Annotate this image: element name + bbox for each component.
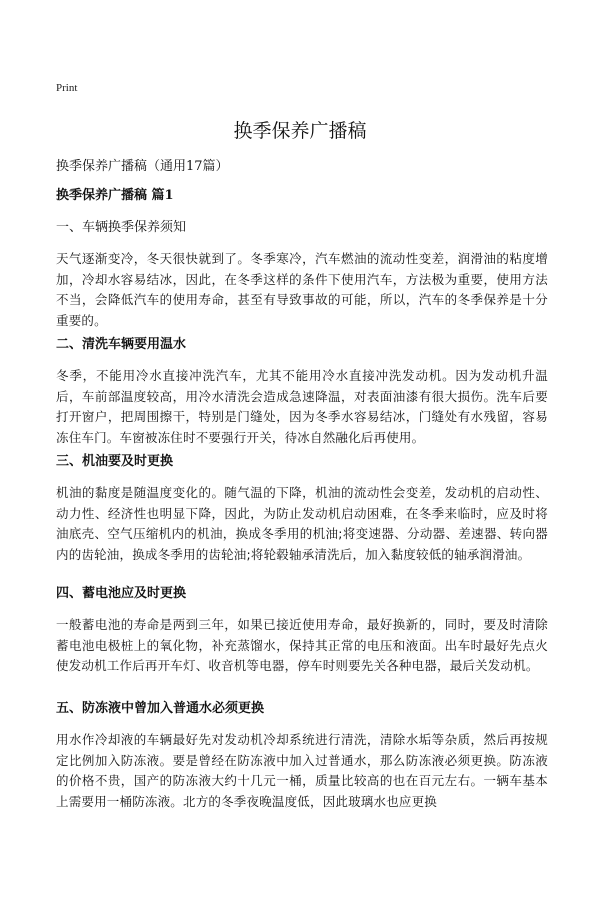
section-heading: 四、蓄电池应及时更换: [56, 586, 187, 601]
page-title: 换季保养广播稿: [233, 120, 367, 142]
section-heading: 二、清洗车辆要用温水: [56, 337, 187, 352]
section-body: 一般蓄电池的寿命是两到三年，如果已接近使用寿命，最好换新的，同时，要及时清除蓄电池电极桩上的氧化物，补充蒸馏水，保持其正常的电压和液面。出车时最好先点火使发动机工作后再开车灯、收音机等电器，停车时则要先关各种电器，最后关发动机。: [56, 617, 548, 673]
section-body: 冬季，不能用冷水直接冲洗汽车，尤其不能用冷水直接冲洗发动机。因为发动机升温后，车前部温度较高，用冷水清洗会造成急速降温，对表面油漆有很大损伤。洗车后要打开窗户，把周围擦干，特别是门缝处，因为冬季水容易结冰，门缝处有水残留，容易冻住车门。车窗被冻住时不要强行开关，待冰自然融化后再使用。: [56, 368, 548, 445]
section-heading: 一、车辆换季保养须知: [56, 220, 187, 235]
section-1: [56, 216, 548, 331]
section-body: 用水作冷却液的车辆最好先对发动机冷却系统进行清洗，清除水垢等杂质，然后再按规定比例加入防冻液。要是曾经在防冻液中加入过普通水，那么防冻液必须更换。防冻液的价格不贵，国产的防冻液大约十几元一桶，质量比较高的也在百元左右。一辆车基本上需要用一桶防冻液。北方的冬季夜晚温度低，因此玻璃水也应更换: [56, 732, 548, 809]
section-5: [56, 697, 548, 812]
section-2: [56, 333, 548, 448]
section-body: 天气逐渐变冷，冬天很快就到了。冬季寒冷，汽车燃油的流动性变差，润滑油的粘度增加，冷却水容易结冰，因此，在冬季这样的条件下使用汽车，方法极为重要，使用方法不当，会降低汽车的使用寿命，甚至有导致事故的可能，所以，汽车的冬季保养是十分重要的。: [56, 251, 548, 328]
document-subtitle: 换季保养广播稿（通用17篇）: [56, 159, 229, 174]
section-heading: 三、机油要及时更换: [56, 454, 174, 469]
section-heading: 五、防冻液中曾加入普通水必须更换: [56, 701, 265, 716]
print-label: Print: [56, 82, 78, 94]
section-3: [56, 450, 548, 565]
section-body: 机油的黏度是随温度变化的。随气温的下降，机油的流动性会变差，发动机的启动性、动力性、经济性也明显下降，因此，为防止发动机启动困难，在冬季来临时，应及时将油底壳、空气压缩机内的机油，换成冬季用的机油;将变速器、分动器、差速器、转向器内的齿轮油，换成冬季用的齿轮油;将轮毂轴承清洗后，加入黏度较低的轴承润滑油。: [56, 485, 548, 562]
article-heading: 换季保养广播稿 篇1: [56, 188, 174, 203]
section-4: [56, 582, 548, 677]
